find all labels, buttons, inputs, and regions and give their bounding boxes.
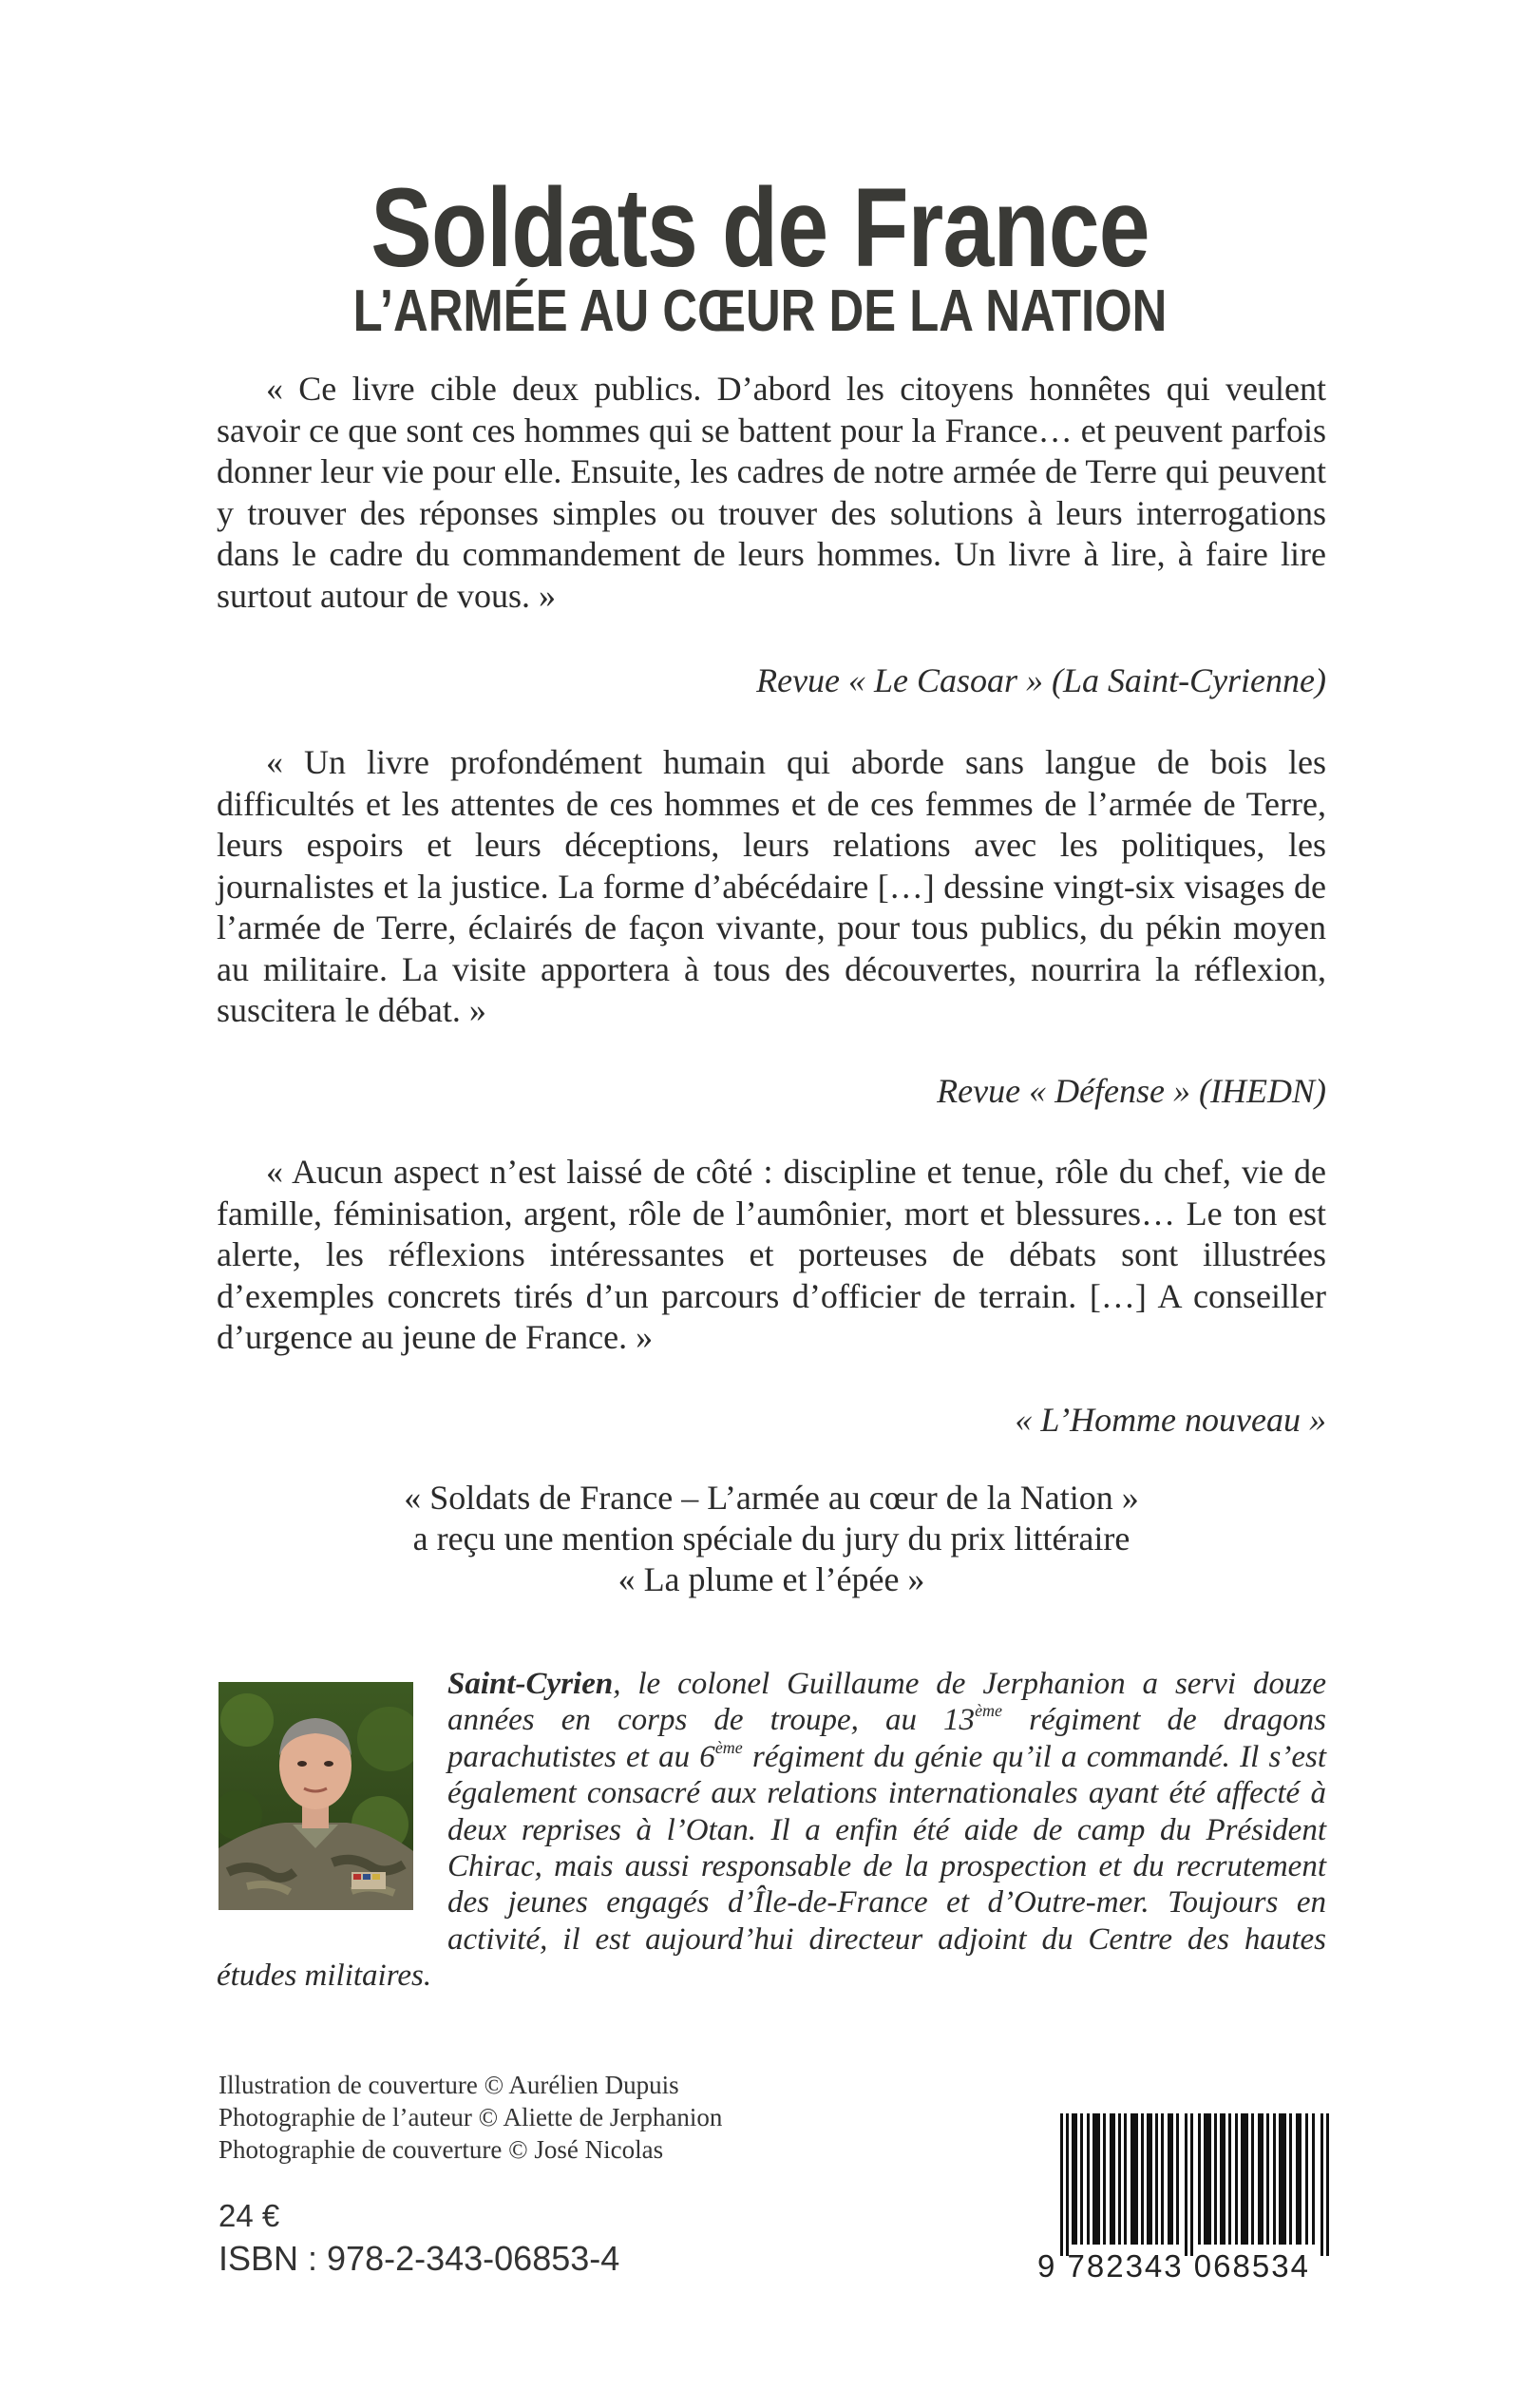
bio-sup: ème: [714, 1737, 743, 1757]
award-mention: [217, 1478, 1326, 1600]
author-bio: [217, 1666, 1326, 1995]
price: 24 €: [218, 2198, 280, 2233]
bio-text: régiment du génie qu’il a commandé. Il s’est également consacré aux relations internationales ayant été affecté à deux reprises à l’Otan. Il a enfin été aide de camp du Président Chirac, mais aussi responsable de la prospection et du recrutement des jeunes engagés d’Île-de-France et d’Outre-mer. Toujours en activité, il est aujourd’hui directeur adjoint du Centre des hautes études militaires.: [217, 1739, 1326, 1994]
quote-text: « Aucun aspect n’est laissé de côté : discipline et tenue, rôle du chef, vie de famille, féminisation, argent, rôle de l’aumônier, mort et blessures… Le ton est alerte, les réflexions intéressantes et porteuses de débats sont illustrées d’exemples concrets tirés d’un parcours d’officier de terrain. […] A conseiller d’urgence au jeune de France. »: [217, 1153, 1326, 1356]
quote-3: [217, 1152, 1326, 1359]
quote-source: Revue « Le Casoar » (La Saint-Cyrienne): [756, 661, 1326, 699]
photo-spacer: [217, 1666, 447, 1922]
bio-text: régiment de dragons parachutistes et au 6: [447, 1703, 1326, 1774]
book-title: Soldats de France: [370, 165, 1150, 291]
credits: [218, 2069, 722, 2166]
isbn: ISBN : 978-2-343-06853-4: [218, 2239, 620, 2278]
quote-2: [217, 742, 1326, 1032]
barcode-digits: 9 782343 068534: [1037, 2248, 1310, 2284]
quote-source: Revue « Défense » (IHEDN): [937, 1072, 1326, 1110]
book-subtitle: L’ARMÉE AU CŒUR DE LA NATION: [352, 278, 1168, 344]
mention-line: « Soldats de France – L’armée au cœur de la Nation »: [404, 1479, 1139, 1517]
credit-line: Photographie de l’auteur © Aliette de Jerphanion: [218, 2103, 723, 2131]
quote-source: « L’Homme nouveau »: [1015, 1401, 1326, 1439]
credit-line: Illustration de couverture © Aurélien Dupuis: [218, 2071, 679, 2099]
mention-line: a reçu une mention spéciale du jury du prix littéraire: [412, 1519, 1130, 1558]
barcode-icon: [1060, 2113, 1330, 2256]
quote-text: « Ce livre cible deux publics. D’abord les citoyens honnêtes qui veulent savoir ce que sont ces hommes qui se battent pour la France… et peuvent parfois donner leur vie pour elle. Ensuite, les cadres de notre armée de Terre qui peuvent y trouver des réponses simples ou trouver des solutions à leurs interrogations dans le cadre du commandement de leurs hommes. Un livre à lire, à faire lire surtout autour de vous. »: [217, 370, 1326, 615]
quote-text: « Un livre profondément humain qui aborde sans langue de bois les difficultés et les attentes de ces hommes et de ces femmes de l’armée de Terre, leurs espoirs et leurs déceptions, leurs relations avec les politiques, les journalistes et la justice. La forme d’abécédaire […] dessine vingt-six visages de l’armée de Terre, éclairés de façon vivante, pour tous publics, du pékin moyen au militaire. La visite apportera à tous des découvertes, nourrira la réflexion, suscitera le débat. »: [217, 743, 1326, 1029]
credit-line: Photographie de couverture © José Nicolas: [218, 2135, 664, 2164]
bio-text: , le colonel Guillaume de Jerphanion a servi douze années en corps de troupe, au 13: [447, 1667, 1326, 1738]
bio-sup: ème: [975, 1701, 1003, 1721]
bio-lead: Saint-Cyrien: [447, 1667, 614, 1701]
quote-1: [217, 369, 1326, 617]
mention-line: « La plume et l’épée »: [618, 1560, 925, 1598]
